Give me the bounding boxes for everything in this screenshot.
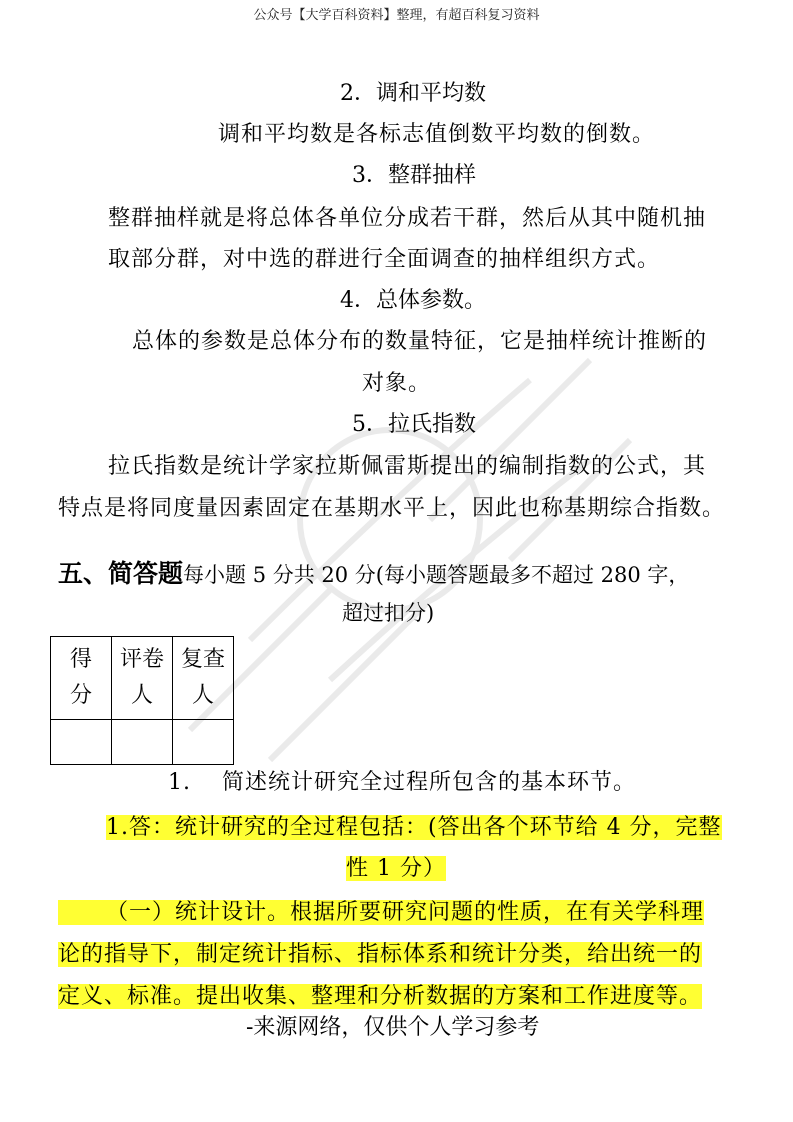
answer-1-para-line1: （一）统计设计。根据所要研究问题的性质，在有关学科理 bbox=[58, 900, 704, 925]
item-body-harmonic-mean: 调和平均数是各标志值倒数平均数的倒数。 bbox=[218, 122, 656, 147]
item-title-laspeyres-index: 5．拉氏指数 bbox=[352, 412, 476, 437]
item-body-population-parameter-line1: 总体的参数是总体分布的数量特征，它是抽样统计推断的 bbox=[132, 329, 708, 354]
item-title-harmonic-mean: 2．调和平均数 bbox=[340, 81, 486, 106]
score-table bbox=[50, 636, 234, 765]
answer-1-line1: 1.答：统计研究的全过程包括：(答出各个环节给 4 分，完整 bbox=[106, 815, 722, 840]
grader-input-cell bbox=[112, 720, 173, 765]
section-heading bbox=[58, 554, 689, 590]
score-header-cell: 得 分 bbox=[51, 637, 112, 720]
item-body-laspeyres-index-line1: 拉氏指数是统计学家拉斯佩雷斯提出的编制指数的公式，其 bbox=[108, 454, 707, 479]
section-note-line1: 每小题 5 分共 20 分(每小题答题最多不超过 280 字， bbox=[183, 563, 690, 587]
score-input-cell bbox=[51, 720, 112, 765]
answer-1-line2: 性 1 分） bbox=[346, 856, 446, 881]
section-note-line2: 超过扣分) bbox=[342, 601, 435, 625]
item-title-cluster-sampling: 3．整群抽样 bbox=[352, 163, 476, 188]
reviewer-input-cell bbox=[173, 720, 234, 765]
item-body-cluster-sampling-line2: 取部分群，对中选的群进行全面调查的抽样组织方式。 bbox=[108, 247, 661, 272]
reviewer-header-cell: 复查 人 bbox=[173, 637, 234, 720]
page-header: 公众号【大学百科资料】整理，有超百科复习资料 bbox=[253, 8, 540, 23]
item-title-population-parameter: 4．总体参数。 bbox=[340, 288, 486, 313]
item-body-laspeyres-index-line2: 特点是将同度量因素固定在基期水平上，因此也称基期综合指数。 bbox=[58, 496, 726, 521]
section-title: 五、简答题 bbox=[58, 559, 184, 588]
item-body-population-parameter-line2: 对象。 bbox=[362, 371, 432, 396]
footer-note: -来源网络，仅供个人学习参考 bbox=[246, 1015, 540, 1040]
item-body-cluster-sampling-line1: 整群抽样就是将总体各单位分成若干群，然后从其中随机抽 bbox=[108, 206, 707, 231]
grader-header-cell: 评卷 人 bbox=[112, 637, 173, 720]
answer-1-para-line2: 论的指导下，制定统计指标、指标体系和统计分类，给出统一的 bbox=[58, 942, 703, 967]
answer-1-para-line3: 定义、标准。提出收集、整理和分析数据的方案和工作进度等。 bbox=[58, 984, 703, 1009]
question-1: 1. 简述统计研究全过程所包含的基本环节。 bbox=[168, 770, 636, 795]
